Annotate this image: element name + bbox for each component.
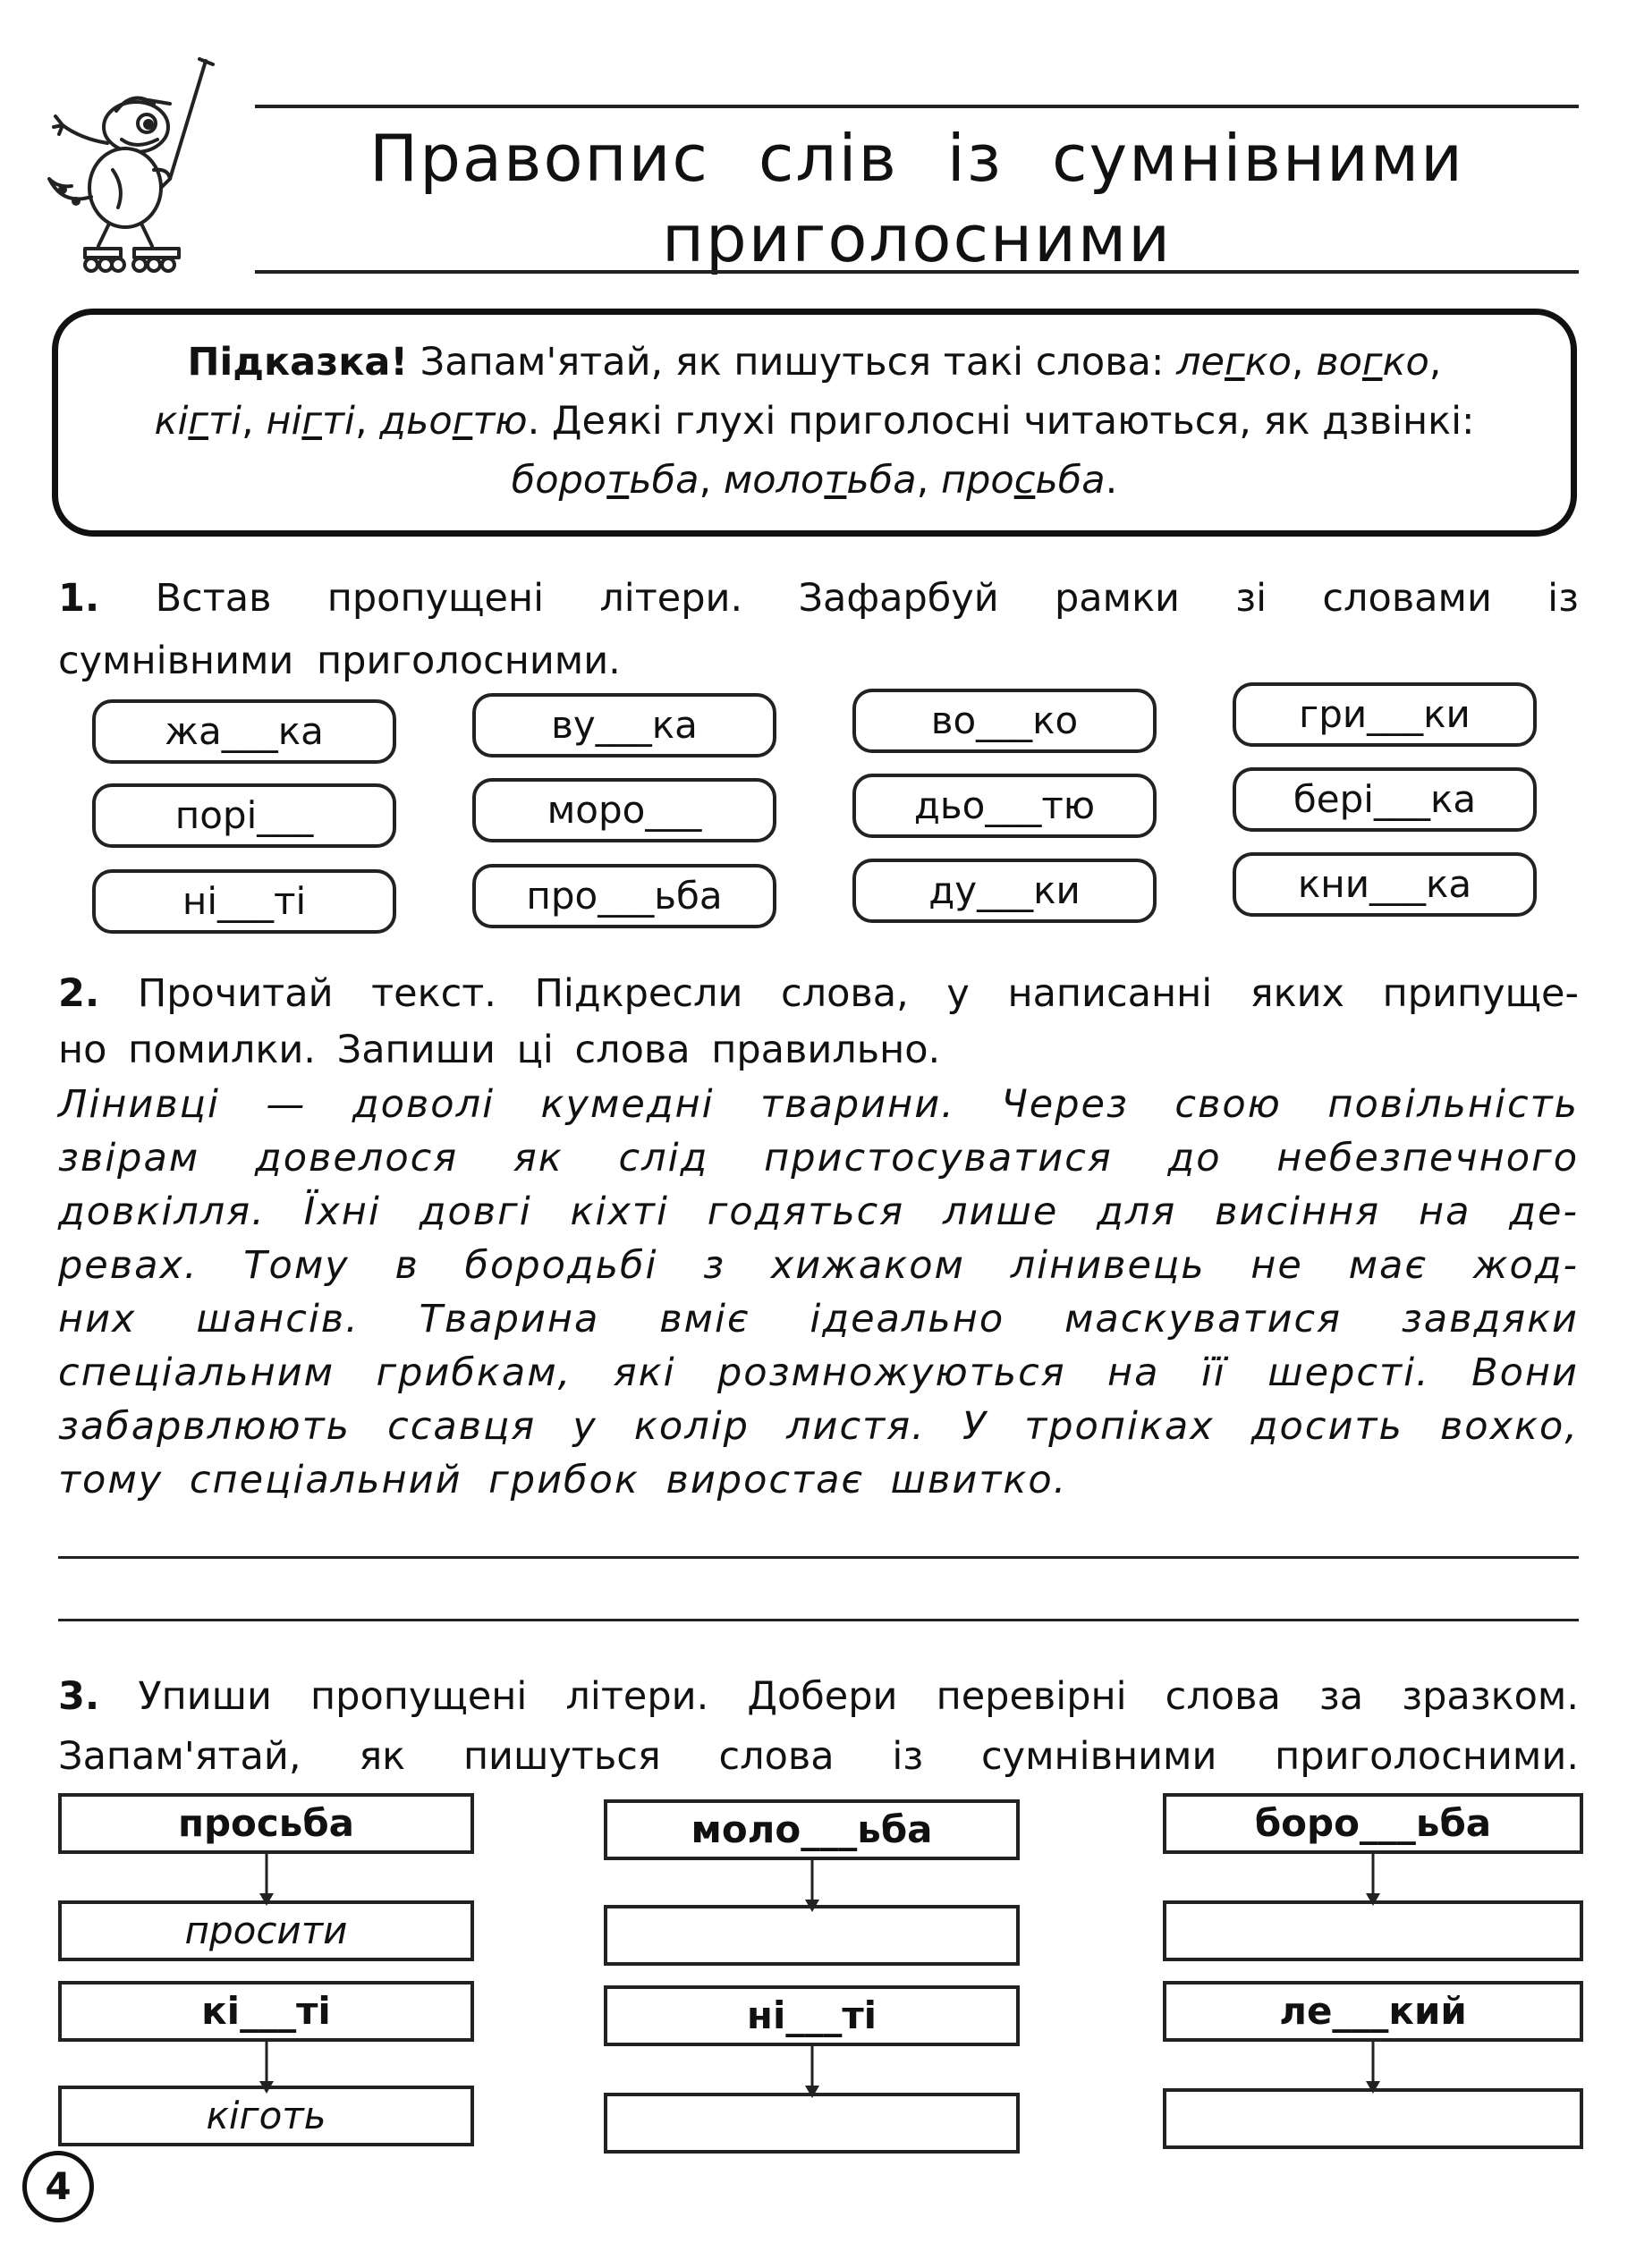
word-box: просьба — [58, 1793, 474, 1854]
task1-number: 1. — [58, 576, 100, 621]
dinosaur-mascot-illustration — [36, 54, 215, 286]
hint-word-legko: легко — [1176, 340, 1292, 385]
task1-instruction-line-2: сумнівними приголосними. — [58, 639, 621, 683]
answer-box[interactable] — [604, 1905, 1020, 1966]
word-box[interactable]: ле___кий — [1163, 1981, 1583, 2042]
hint-text-2: . Деякі глухі приголосні читаються, як дзвінкі: — [527, 399, 1475, 444]
page-number: 4 — [22, 2151, 94, 2222]
word-pill[interactable]: ду___ки — [852, 859, 1157, 923]
page-title-line-1: Правопис слів із сумнівними — [369, 121, 1464, 196]
answer-box[interactable]: просити — [58, 1900, 474, 1961]
task3-instruction-line-2: Запам'ятай, як пишуться слова із сумнівними приголосними. — [58, 1734, 1579, 1779]
word-pill[interactable]: гри___ки — [1233, 682, 1537, 747]
word-pill[interactable]: жа___ка — [92, 699, 396, 764]
story-line: довкілля. Їхні довгі кіхті годяться лише для висіння на де- — [58, 1189, 1579, 1234]
hint-label: Підказка! — [187, 340, 408, 385]
word-box: кі___ті — [58, 1981, 474, 2042]
word-pill[interactable]: бері___ка — [1233, 767, 1537, 832]
arrow-down-icon — [799, 2046, 826, 2100]
title-bottom-rule — [255, 270, 1579, 274]
story-line: Лінивці — доволі кумедні тварини. Через свою повільність — [58, 1082, 1579, 1127]
answer-line[interactable] — [58, 1556, 1579, 1559]
answer-line[interactable] — [58, 1619, 1579, 1621]
word-box[interactable]: ні___ті — [604, 1985, 1020, 2046]
word-pill[interactable]: моро___ — [472, 778, 776, 842]
word-pill[interactable]: дьо___тю — [852, 774, 1157, 838]
answer-box[interactable] — [604, 2093, 1020, 2154]
word-pill[interactable]: ні___ті — [92, 869, 396, 934]
hint-word-borotba: боротьба — [511, 458, 699, 503]
page-title-line-2: приголосними — [661, 201, 1173, 276]
arrow-down-icon — [1360, 1854, 1386, 1908]
hint-word-molotba: молотьба — [723, 458, 917, 503]
hint-word-kigti: кігті — [154, 399, 242, 444]
hint-word-vogko: вогко — [1316, 340, 1429, 385]
story-line: них шансів. Тварина вміє ідеально маскуватися завдяки — [58, 1297, 1579, 1341]
word-pill[interactable]: ву___ка — [472, 693, 776, 757]
story-line: тому спеціальний грибок виростає швитко. — [58, 1458, 1068, 1502]
task2-number: 2. — [58, 971, 100, 1016]
story-line: спеціальним грибкам, які розмножуються на її шерсті. Вони — [58, 1350, 1579, 1395]
story-line: ревах. Тому в бородьбі з хижаком лінивець не має жод- — [58, 1243, 1579, 1288]
hint-line-2: кігті, нігті, дьогтю. Деякі глухі приголосні читаються, як дзвінкі: — [154, 399, 1475, 444]
task3-number: 3. — [58, 1674, 100, 1719]
word-box[interactable]: моло___ьба — [604, 1799, 1020, 1860]
hint-line-3: боротьба, молотьба, просьба. — [511, 458, 1118, 503]
hint-text-1: Запам'ятай, як пишуться такі слова: — [420, 340, 1165, 385]
task1-instruction-line-1: 1. Встав пропущені літери. Зафарбуй рамки зі словами із — [58, 576, 1579, 621]
word-pill[interactable]: порі___ — [92, 783, 396, 848]
hint-box — [52, 309, 1577, 537]
hint-line-1: Підказка! Запам'ятай, як пишуться такі слова: легко, вогко, — [187, 340, 1442, 385]
word-pill[interactable]: кни___ка — [1233, 852, 1537, 917]
task2-instruction-line-1: 2. Прочитай текст. Підкресли слова, у написанні яких припуще- — [58, 971, 1579, 1016]
hint-word-dogtyu: дьогтю — [379, 399, 528, 444]
answer-box[interactable] — [1163, 2088, 1583, 2149]
word-pill[interactable]: про___ьба — [472, 864, 776, 928]
word-pill[interactable]: во___ко — [852, 689, 1157, 753]
arrow-down-icon — [253, 1854, 280, 1908]
title-top-rule — [255, 105, 1579, 108]
arrow-down-icon — [1360, 2042, 1386, 2095]
hint-word-nigti: нігті — [266, 399, 355, 444]
word-box[interactable]: боро___ьба — [1163, 1793, 1583, 1854]
answer-box[interactable]: кіготь — [58, 2086, 474, 2146]
story-line: забарвлюють ссавця у колір листя. У тропіках досить вохко, — [58, 1404, 1579, 1449]
hint-word-prosba: просьба — [940, 458, 1106, 503]
task3-instruction-line-1: 3. Упиши пропущені літери. Добери перевірні слова за зразком. — [58, 1674, 1579, 1719]
story-line: звірам довелося як слід пристосуватися до небезпечного — [58, 1136, 1579, 1181]
task2-instruction-line-2: но помилки. Запиши ці слова правильно. — [58, 1028, 941, 1072]
answer-box[interactable] — [1163, 1900, 1583, 1961]
